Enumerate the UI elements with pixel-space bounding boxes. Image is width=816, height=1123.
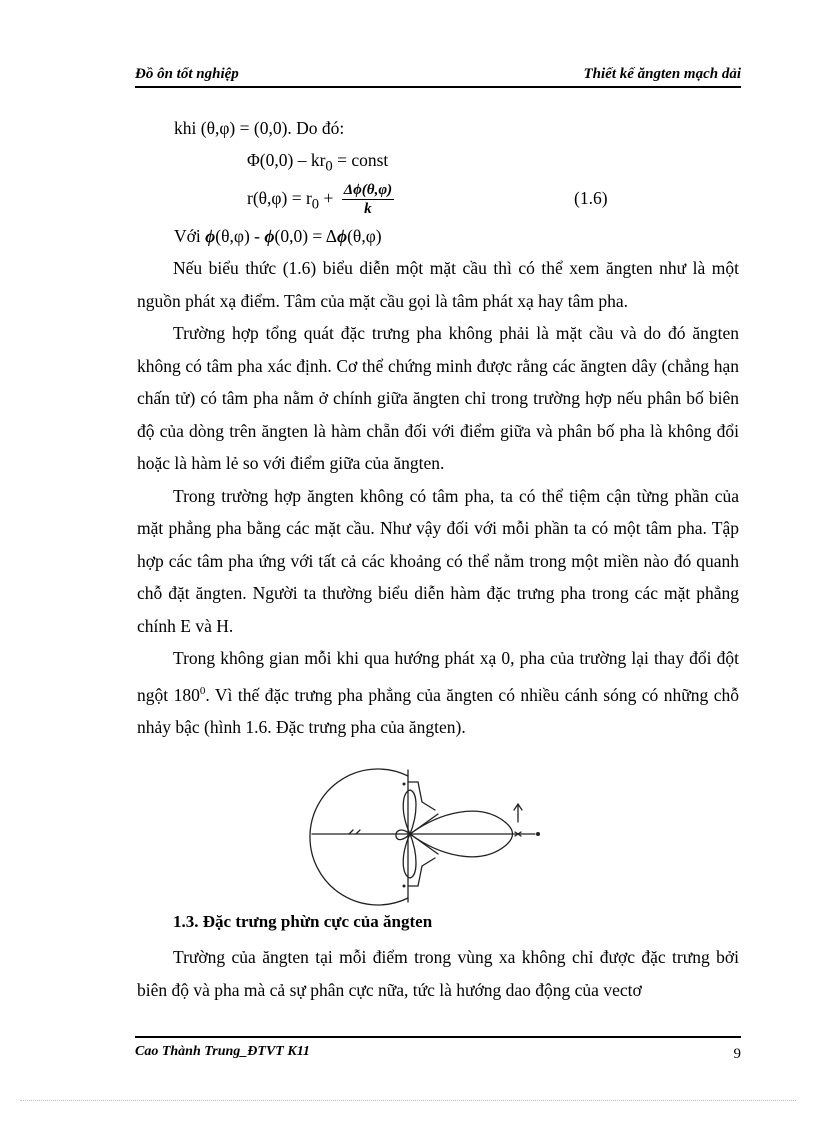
paragraph-5-container bbox=[137, 941, 739, 1006]
phase-pattern-figure bbox=[300, 762, 550, 910]
equation-const: $\Phi(0,0) - kr_0$ = const bbox=[247, 150, 389, 175]
footer-author: Cao Thành Trung_ĐTVT K11 bbox=[135, 1044, 310, 1059]
page-header bbox=[135, 64, 741, 88]
header-right-title: Thiết kế ăngten mạch dải bbox=[583, 66, 741, 82]
paragraph-1: Nếu biểu thức (1.6) biểu diễn một mặt cầu thì có thể xem ăngten như là một nguồn phát xạ điểm. Tâm của mặt cầu gọi là tâm phát xạ hay tâm pha. bbox=[137, 258, 739, 311]
page-number: 9 bbox=[733, 1046, 741, 1062]
equation-intro: khi (θ,φ) = (0,0). Do đó: bbox=[174, 118, 345, 138]
section-heading: 1.3. Đặc trưng phừn cực của ăngten bbox=[173, 912, 433, 931]
body-text bbox=[137, 112, 739, 743]
paragraph-5: Trường của ăngten tại mỗi điểm trong vùng xa không chỉ được đặc trưng bởi biên độ và pha mà cả sự phân cực nữa, tức là hướng dao động của vectơ bbox=[137, 947, 739, 1000]
equation-phase-diff: Với ϕ(θ,φ) - ϕ(0,0) = Δϕ(θ,φ) bbox=[174, 226, 382, 246]
paragraph-2: Trường hợp tổng quát đặc trưng pha không phải là mặt cầu và do đó ăngten không có tâm pha xác định. Cơ thể chứng minh được rằng các ăngten dây (chẳng hạn chấn tử) có tâm pha nằm ở chính giữa ăngten chỉ trong trường hợp nếu phân bố biên độ của dòng trên ăngten là hàm chẵn đối với điểm giữa và phân bố pha là không đổi hoặc là hàm lẻ so với điểm giữa của ăngten. bbox=[137, 323, 739, 473]
equation-number: (1.6) bbox=[574, 188, 608, 208]
page-bottom-dotted-line bbox=[20, 1100, 796, 1101]
equation-fraction: $\frac{\Delta\phi(\theta,\varphi)}{k}$ bbox=[343, 182, 393, 218]
equation-1-6: $r(\theta,\varphi) = r_0$ + $\frac{\Delta\phi(\theta,\varphi)}{k}$ (1.6) bbox=[137, 176, 739, 220]
header-left-title: Đồ ôn tốt nghiệp bbox=[135, 66, 239, 82]
paragraph-3: Trong trường hợp ăngten không có tâm pha, ta có thể tiệm cận từng phần của mặt phẳng pha bằng các mặt cầu. Như vậy đối với mỗi phần ta có một tâm pha. Tập hợp các tâm pha ứng với tất cả các khoảng có thể nằm trong một miền nào đó quanh chỗ đặt ăngten. Người ta thường biểu diễn hàm đặc trưng pha trong các mặt phẳng chính E và H. bbox=[137, 485, 739, 636]
paragraph-4: Trong không gian mỗi khi qua hướng phát xạ 0, pha của trường lại thay đổi đột ngột $180^0$. Vì thế đặc trưng pha phẳng của ăngten có nhiều cánh sóng có những chỗ nhảy bậc (hình 1.6. Đặc trưng pha của ăngten). bbox=[137, 648, 739, 737]
page-footer bbox=[135, 1036, 741, 1062]
